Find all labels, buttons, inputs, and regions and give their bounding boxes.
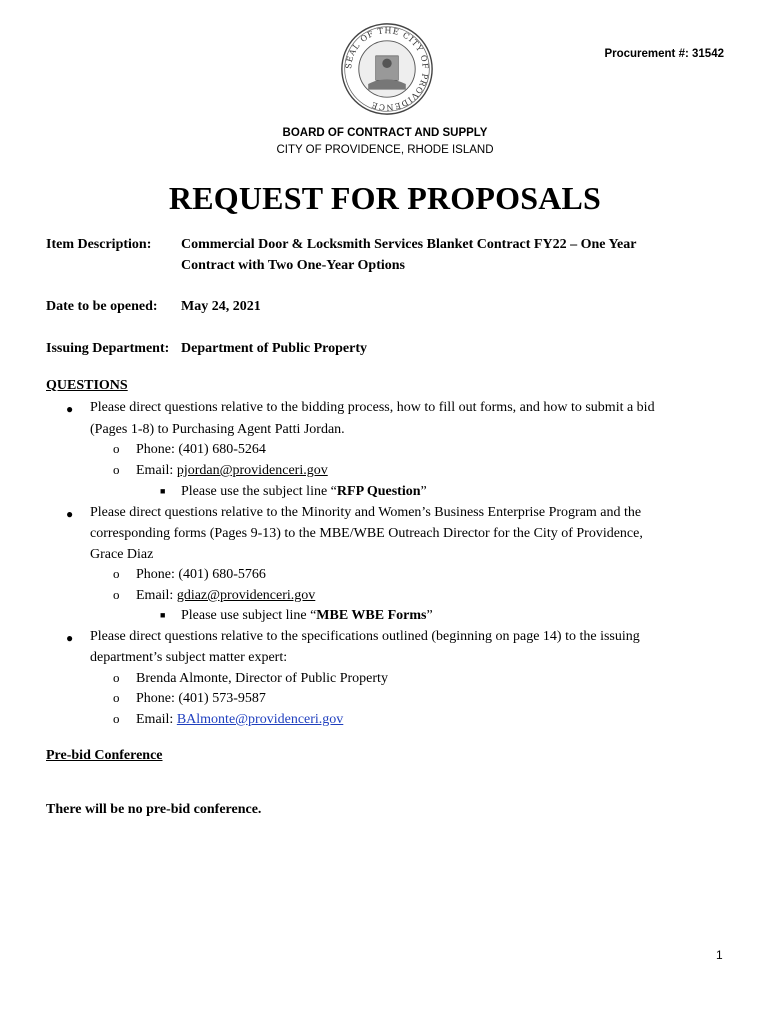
- q1-subject: RFP Question: [336, 484, 421, 499]
- bullet-circle-icon: o: [113, 566, 120, 581]
- issuing-department-value: Department of Public Property: [181, 341, 367, 356]
- page-title: REQUEST FOR PROPOSALS: [168, 180, 602, 216]
- q2-subject: MBE WBE Forms: [316, 608, 427, 623]
- item-description-label: Item Description:: [46, 237, 152, 252]
- q2-subject-line: [181, 606, 433, 626]
- bullet-disc-icon: ●: [66, 631, 74, 645]
- date-opened-value: May 24, 2021: [181, 299, 261, 314]
- item-description-line1: Commercial Door & Locksmith Services Blanket Contract FY22 – One Year: [181, 237, 637, 252]
- q2-line3: Grace Diaz: [90, 547, 154, 562]
- q1-line2: (Pages 1-8) to Purchasing Agent Patti Jordan.: [90, 422, 345, 437]
- q1-subject-line: [181, 482, 427, 502]
- q1-subject-post: ”: [420, 484, 427, 499]
- q1-subject-pre: Please use the subject line “: [181, 484, 337, 499]
- q3-phone: Phone: (401) 573-9587: [136, 691, 266, 706]
- bullet-circle-icon: o: [113, 670, 120, 685]
- q2-email-label: Email:: [136, 588, 177, 603]
- bullet-circle-icon: o: [113, 711, 120, 726]
- q1-line1: Please direct questions relative to the bidding process, how to fill out forms, and how to submit a bid: [90, 400, 655, 415]
- city-seal-logo: [340, 22, 434, 116]
- q3-line2: department’s subject matter expert:: [90, 650, 288, 665]
- bullet-disc-icon: ●: [66, 402, 74, 416]
- q1-email-line: [136, 461, 328, 481]
- q3-email-link[interactable]: BAlmonte@providenceri.gov: [176, 712, 344, 727]
- q1-email-link[interactable]: pjordan@providenceri.gov: [176, 463, 328, 478]
- q2-phone: Phone: (401) 680-5766: [136, 567, 266, 582]
- date-opened-label: Date to be opened:: [46, 299, 158, 314]
- city-name: CITY OF PROVIDENCE, RHODE ISLAND: [276, 144, 494, 156]
- q3-contact: Brenda Almonte, Director of Public Property: [136, 671, 388, 686]
- bullet-circle-icon: o: [113, 441, 120, 456]
- bullet-circle-icon: o: [113, 462, 120, 477]
- prebid-heading: Pre-bid Conference: [46, 748, 163, 763]
- bullet-disc-icon: ●: [66, 507, 74, 521]
- bullet-circle-icon: o: [113, 587, 120, 602]
- q2-subject-post: ”: [426, 608, 433, 623]
- questions-heading: QUESTIONS: [46, 378, 128, 393]
- bullet-square-icon: ■: [160, 610, 166, 620]
- issuing-department-label: Issuing Department:: [46, 341, 170, 356]
- board-name: BOARD OF CONTRACT AND SUPPLY: [282, 127, 488, 139]
- seal-text: SEAL OF THE CITY OF PROVIDENCE: [344, 26, 430, 112]
- q1-email-label: Email:: [136, 463, 177, 478]
- q2-subject-pre: Please use subject line “: [181, 608, 317, 623]
- q2-email-link[interactable]: gdiaz@providenceri.gov: [176, 588, 316, 603]
- q2-line2: corresponding forms (Pages 9-13) to the MBE/WBE Outreach Director for the City of Providence,: [90, 526, 643, 541]
- page-number: 1: [716, 948, 723, 962]
- q3-email-label: Email:: [136, 712, 177, 727]
- q3-email-line: [136, 710, 343, 730]
- bullet-square-icon: ■: [160, 486, 166, 496]
- bullet-circle-icon: o: [113, 690, 120, 705]
- procurement-number: Procurement #: 31542: [604, 48, 724, 60]
- q1-phone: Phone: (401) 680-5264: [136, 442, 266, 457]
- q3-line1: Please direct questions relative to the specifications outlined (beginning on page 14) to the issuing: [90, 629, 640, 644]
- q2-line1: Please direct questions relative to the Minority and Women’s Business Enterprise Program and the: [90, 505, 642, 520]
- item-description-line2: Contract with Two One-Year Options: [181, 258, 405, 273]
- prebid-text: There will be no pre-bid conference.: [46, 802, 262, 817]
- q2-email-line: [136, 586, 315, 606]
